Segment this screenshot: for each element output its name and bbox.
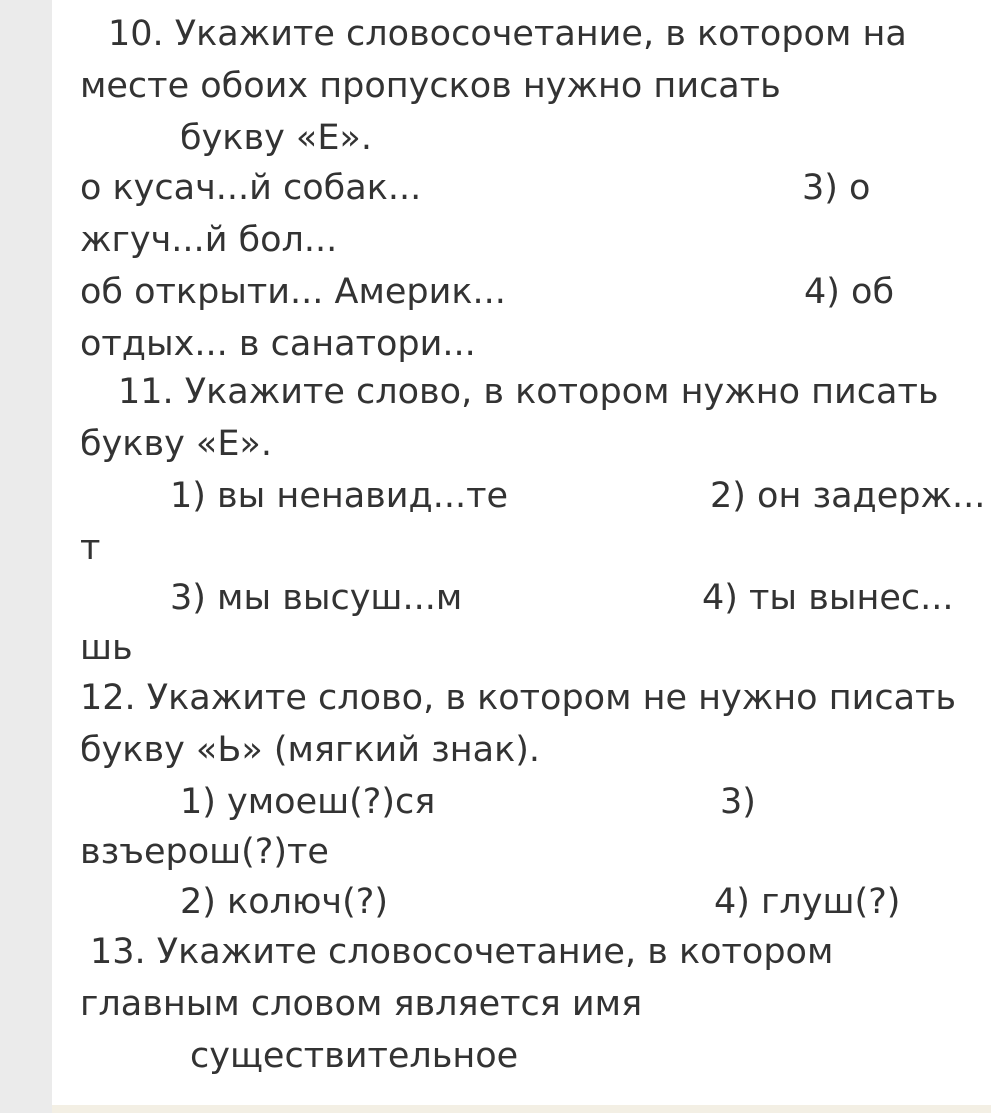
question-11-title: 11. Укажите слово, в котором нужно писать — [118, 372, 939, 412]
question-10-title-cont: букву «Е». — [180, 118, 372, 158]
question-12-option: 3) — [720, 782, 756, 822]
question-11-option: 4) ты вынес... — [702, 578, 954, 618]
question-12-option: 1) умоеш(?)ся — [180, 782, 436, 822]
page-bottom-edge — [52, 1105, 991, 1113]
question-10-option: жгуч...й бол... — [80, 220, 338, 260]
question-11-option: т — [80, 528, 101, 568]
question-10-title: 10. Укажите словосочетание, в котором на — [108, 14, 907, 54]
question-13-title-cont: существительное — [190, 1036, 519, 1076]
question-12-title-cont: букву «Ь» (мягкий знак). — [80, 730, 540, 770]
question-10-option: об открыти... Америк... — [80, 272, 506, 312]
question-13-title-cont: главным словом является имя — [80, 984, 643, 1024]
question-12-option: взъерош(?)те — [80, 832, 329, 872]
question-11-option: шь — [80, 628, 133, 668]
question-10-option: 3) о — [802, 168, 871, 208]
question-13-title: 13. Укажите словосочетание, в котором — [90, 932, 834, 972]
question-10-option: отдых... в санатори... — [80, 324, 476, 364]
question-12-title: 12. Укажите слово, в котором не нужно писать — [80, 678, 957, 718]
question-10-option: о кусач...й собак... — [80, 168, 422, 208]
question-12-option: 2) колюч(?) — [180, 882, 389, 922]
question-11-title-cont: букву «Е». — [80, 424, 272, 464]
question-11-option: 1) вы ненавид...те — [170, 476, 509, 516]
question-11-option: 3) мы высуш...м — [170, 578, 463, 618]
question-11-option: 2) он задерж... — [710, 476, 986, 516]
question-12-option: 4) глуш(?) — [714, 882, 901, 922]
question-10-title-cont: месте обоих пропусков нужно писать — [80, 66, 781, 106]
question-10-option: 4) об — [804, 272, 895, 312]
